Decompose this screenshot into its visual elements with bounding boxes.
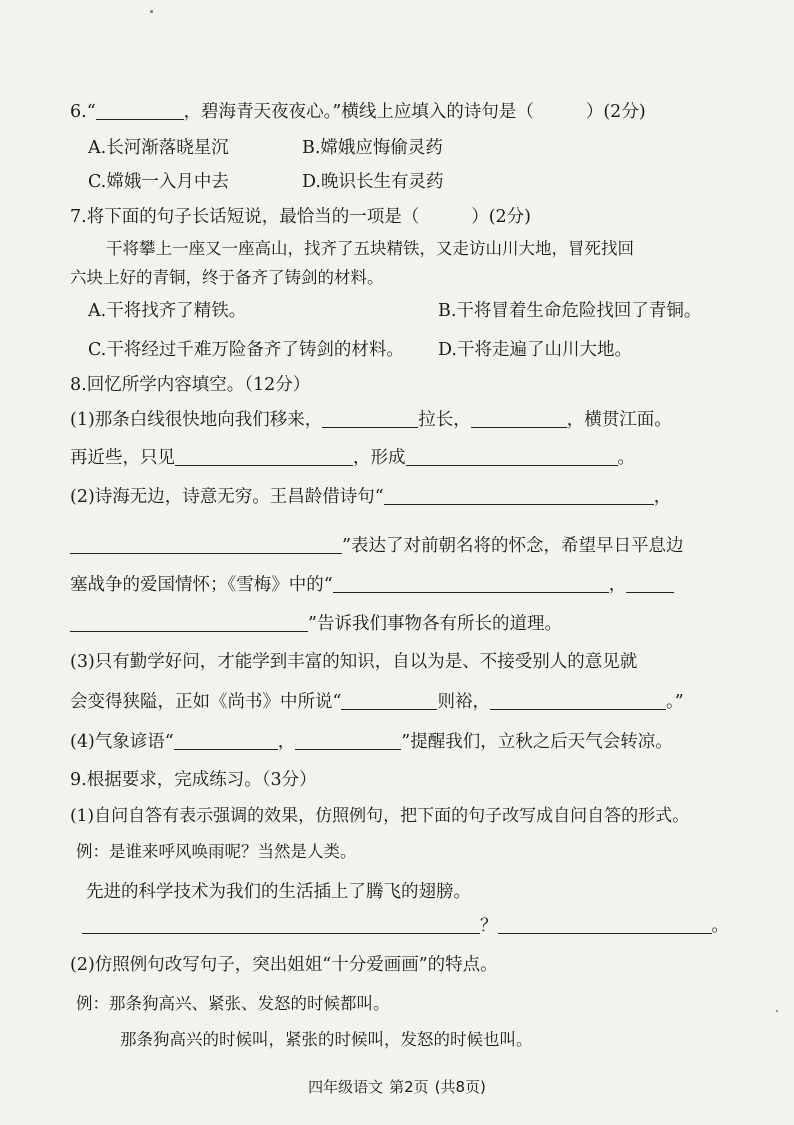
q8-p1-blank-4[interactable]: [406, 447, 618, 466]
q9-part1-answer-line: [82, 914, 729, 938]
q6-option-c[interactable]: C.嫦娥一入月中去: [88, 172, 229, 192]
q8-p2-text-c: ”表达了对前朝名将的怀念，希望早日平息边: [342, 536, 684, 556]
q7-score: ）(2分): [471, 207, 531, 227]
q8-p1-blank-2[interactable]: [471, 409, 567, 428]
footer-total: (共8页): [434, 1078, 486, 1096]
scan-speck: [776, 1010, 778, 1012]
q8-p2-blank-4b[interactable]: [70, 613, 308, 632]
q8-part2-line1: [70, 485, 671, 509]
q9-part2-example-result: 那条狗高兴的时候叫，紧张的时候叫，发怒的时候也叫。: [120, 1030, 533, 1049]
q8-p4-blank-2[interactable]: [295, 731, 401, 750]
q7-stem: [70, 205, 531, 229]
q9-p1-blank-question[interactable]: [82, 915, 480, 934]
q8-p2-text-b: ，: [653, 487, 672, 507]
q8-p2-blank-4a[interactable]: [626, 574, 674, 593]
q8-p1-text-a: (1)那条白线很快地向我们移来，: [70, 410, 323, 430]
q8-p1-text-d: 再近些，只见: [70, 448, 175, 468]
scan-speck: [150, 10, 153, 13]
q6-answer-slot[interactable]: [534, 102, 586, 120]
q8-p2-text-f: ”告诉我们事物各有所长的道理。: [308, 614, 562, 634]
q8-p4-text-c: ”提醒我们，立秋之后天气会转凉。: [401, 732, 673, 752]
q8-p1-blank-3[interactable]: [175, 447, 353, 466]
q9-part1-example: 例：是谁来呼风唤雨呢？当然是人类。: [76, 842, 357, 861]
q7-answer-slot[interactable]: [419, 207, 471, 225]
q8-p2-text-a: (2)诗海无边，诗意无穷。王昌龄借诗句“: [70, 487, 384, 507]
q8-p1-blank-1[interactable]: [322, 409, 418, 428]
q7-stem-text: 7.将下面的句子长话短说，最恰当的一项是（: [70, 207, 420, 227]
q8-part2-line4: [70, 612, 562, 636]
q8-p1-text-b: 拉长，: [418, 410, 471, 430]
q8-p2-blank-2[interactable]: [70, 535, 342, 554]
q6-option-d[interactable]: D.晚识长生有灵药: [302, 172, 444, 192]
q9-stem: 9.根据要求，完成练习。（3分）: [70, 770, 317, 790]
q8-stem: 8.回忆所学内容填空。（12分）: [70, 375, 311, 395]
q8-p2-blank-3[interactable]: [333, 574, 609, 593]
q8-p3-text-c: 则裕，: [437, 692, 490, 712]
q9-part1-sentence: 先进的科学技术为我们的生活插上了腾飞的翅膀。: [86, 882, 471, 902]
q8-p4-blank-1[interactable]: [174, 731, 278, 750]
q7-passage-line-2: 六块上好的青铜，终于备齐了铸剑的材料。: [70, 268, 384, 287]
q8-p1-text-f: 。: [617, 448, 635, 468]
q7-option-d[interactable]: D.干将走遍了山川大地。: [438, 340, 632, 360]
q6-blank[interactable]: [96, 101, 184, 120]
q8-p4-text-b: ，: [277, 732, 296, 752]
q7-passage-line-1: 干将攀上一座又一座高山，找齐了五块精铁，又走访山川大地，冒死找回: [106, 239, 634, 258]
q8-p3-text-d: 。”: [665, 692, 684, 712]
q8-p4-text-a: (4)气象谚语“: [70, 732, 174, 752]
q8-part4: [70, 730, 673, 754]
q7-option-c[interactable]: C.干将经过千难万险备齐了铸剑的材料。: [88, 340, 404, 360]
q6-stem-post: ，碧海青天夜夜心。”横线上应填入的诗句是（: [183, 102, 534, 122]
q8-p2-text-d: 塞战争的爱国情怀；《雪梅》中的“: [70, 575, 333, 595]
q7-option-a[interactable]: A.干将找齐了精铁。: [88, 301, 247, 321]
q9-p1-blank-answer[interactable]: [498, 915, 712, 934]
q9-p1-period: 。: [711, 916, 729, 936]
q8-p3-blank-2[interactable]: [490, 691, 666, 710]
q8-part1-line1: [70, 408, 672, 432]
q9-part1-instruction: (1)自问自答有表示强调的效果，仿照例句，把下面的句子改写成自问自答的形式。: [70, 806, 690, 826]
q8-part2-line3: [70, 573, 674, 597]
q8-part1-line2: [70, 446, 635, 470]
q8-p2-blank-1[interactable]: [384, 486, 654, 505]
page-footer: [0, 1076, 794, 1097]
q9-part2-instruction: (2)仿照例句改写句子，突出姐姐“十分爱画画”的特点。: [70, 955, 498, 975]
q9-part2-example: 例：那条狗高兴、紧张、发怒的时候都叫。: [76, 994, 390, 1013]
q6-stem: [70, 100, 646, 124]
q6-option-b[interactable]: B.嫦娥应悔偷灵药: [302, 138, 443, 158]
q6-stem-pre: 6.“: [70, 102, 96, 122]
q8-p3-blank-1[interactable]: [341, 691, 437, 710]
q8-part2-line2: [70, 534, 683, 558]
q8-p3-text-b: 会变得狭隘，正如《尚书》中所说“: [70, 692, 342, 712]
q8-part3-line1: (3)只有勤学好问，才能学到丰富的知识，自以为是、不接受别人的意见就: [70, 652, 638, 672]
q9-p1-qmark: ？: [480, 916, 498, 936]
q7-option-b[interactable]: B.干将冒着生命危险找回了青铜。: [438, 301, 702, 321]
q8-p2-text-e: ，: [608, 575, 627, 595]
footer-subject: 四年级语文: [308, 1078, 384, 1096]
footer-page: 第2页: [389, 1078, 429, 1096]
q8-p1-text-c: ，横贯江面。: [566, 410, 672, 430]
q8-part3-line2: [70, 690, 684, 714]
q6-score: ）(2分): [585, 102, 646, 122]
q8-p1-text-e: ，形成: [353, 448, 406, 468]
q6-option-a[interactable]: A.长河渐落晓星沉: [88, 138, 229, 158]
